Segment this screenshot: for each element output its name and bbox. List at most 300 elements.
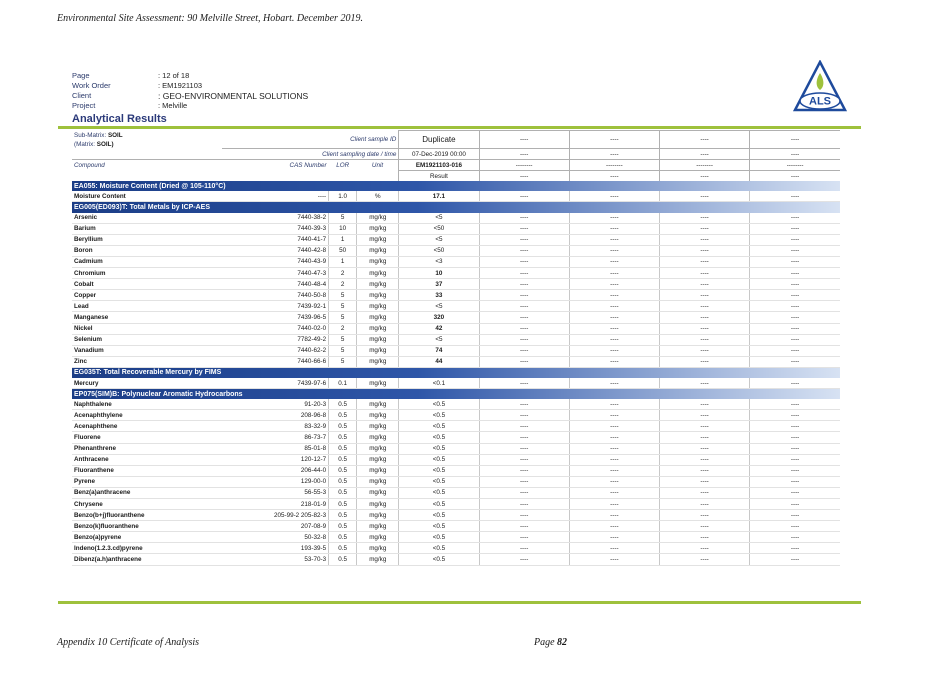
lor-cell: 0.5 — [329, 476, 357, 487]
table-row — [72, 465, 840, 476]
placeholder-cell: ---- — [659, 410, 749, 421]
placeholder-cell: ---- — [750, 510, 840, 521]
placeholder-cell: ---- — [659, 345, 749, 356]
cas-cell: 91-20-3 — [222, 399, 328, 410]
meta-project-value: : Melville — [158, 101, 188, 110]
compound-cell: Indeno(1.2.3.cd)pyrene — [72, 543, 222, 554]
compound-cell: Mercury — [72, 378, 222, 389]
table-row — [72, 443, 840, 454]
placeholder-cell: ---- — [569, 487, 659, 498]
result-cell: 74 — [399, 345, 479, 356]
client-sample-id: Duplicate — [399, 131, 479, 149]
result-cell: 44 — [399, 356, 479, 367]
compound-cell: Acenaphthene — [72, 421, 222, 432]
placeholder-cell: ---- — [479, 487, 569, 498]
unit-cell: mg/kg — [357, 399, 399, 410]
result-cell: 10 — [399, 268, 479, 279]
compound-cell: Fluoranthene — [72, 465, 222, 476]
result-cell: <50 — [399, 245, 479, 256]
lor-cell: 5 — [329, 312, 357, 323]
compound-cell: Moisture Content — [72, 191, 222, 202]
placeholder-cell: ---- — [479, 521, 569, 532]
table-row — [72, 421, 840, 432]
result-cell: <50 — [399, 223, 479, 234]
placeholder-cell: ---- — [479, 443, 569, 454]
placeholder-cell: ---- — [569, 510, 659, 521]
result-cell: <5 — [399, 234, 479, 245]
placeholder-cell: ---- — [659, 301, 749, 312]
sampling-date-label: Client sampling date / time — [222, 149, 398, 160]
meta-client-label: Client — [72, 91, 92, 100]
title-rule — [58, 126, 861, 129]
unit-cell: mg/kg — [357, 532, 399, 543]
table-row — [72, 301, 840, 312]
lor-cell: 0.5 — [329, 410, 357, 421]
placeholder-cell: ---- — [569, 290, 659, 301]
meta-project — [72, 101, 308, 111]
lab-id: EM1921103-016 — [399, 160, 479, 171]
result-cell: <0.5 — [399, 487, 479, 498]
unit-cell: mg/kg — [357, 487, 399, 498]
lor-cell: 0.5 — [329, 399, 357, 410]
result-cell: <0.5 — [399, 521, 479, 532]
meta-work-order-value: : EM1921103 — [158, 81, 203, 90]
placeholder-cell: ---- — [659, 476, 749, 487]
result-placeholder: ---- — [479, 171, 569, 182]
cas-cell: 7439-92-1 — [222, 301, 328, 312]
result-cell: <0.1 — [399, 378, 479, 389]
unit-cell: mg/kg — [357, 345, 399, 356]
sampling-date-placeholder: ---- — [659, 149, 749, 160]
placeholder-cell: ---- — [659, 256, 749, 267]
placeholder-cell: ---- — [479, 399, 569, 410]
cas-cell: 85-01-8 — [222, 443, 328, 454]
result-cell: <5 — [399, 334, 479, 345]
meta-client-value: : GEO-ENVIRONMENTAL SOLUTIONS — [158, 91, 309, 101]
compound-cell: Benzo(k)fluoranthene — [72, 521, 222, 532]
lab-id-placeholder: -------- — [569, 160, 659, 171]
table-row — [72, 521, 840, 532]
placeholder-cell: ---- — [569, 234, 659, 245]
cas-cell: 7440-47-3 — [222, 268, 328, 279]
placeholder-cell: ---- — [750, 213, 840, 224]
unit-cell: mg/kg — [357, 245, 399, 256]
compound-cell: Lead — [72, 301, 222, 312]
group-title: EG005(ED093)T: Total Metals by ICP-AES — [72, 202, 840, 213]
placeholder-cell: ---- — [750, 421, 840, 432]
placeholder-cell: ---- — [479, 312, 569, 323]
table-row — [72, 543, 840, 554]
placeholder-cell: ---- — [479, 421, 569, 432]
table-row — [72, 323, 840, 334]
group-title: EA055: Moisture Content (Dried @ 105-110°C) — [72, 181, 840, 191]
page-number — [534, 637, 567, 648]
placeholder-cell: ---- — [479, 432, 569, 443]
table-row — [72, 356, 840, 367]
placeholder-cell: ---- — [659, 223, 749, 234]
results-body — [72, 181, 840, 565]
empty-cell — [72, 171, 222, 182]
meta-client — [72, 91, 308, 101]
logo-flame-icon — [817, 73, 824, 90]
placeholder-cell: ---- — [479, 268, 569, 279]
result-cell: 42 — [399, 323, 479, 334]
unit-cell: mg/kg — [357, 323, 399, 334]
placeholder-cell: ---- — [479, 378, 569, 389]
meta-page-label: Page — [72, 71, 90, 80]
column-lor: LOR — [329, 160, 357, 171]
column-compound: Compound — [72, 160, 222, 171]
compound-cell: Nickel — [72, 323, 222, 334]
placeholder-cell: ---- — [569, 334, 659, 345]
unit-cell: mg/kg — [357, 301, 399, 312]
lor-cell: 0.5 — [329, 521, 357, 532]
matrix-value: SOIL) — [96, 140, 114, 148]
cas-cell: 129-00-0 — [222, 476, 328, 487]
placeholder-cell: ---- — [479, 301, 569, 312]
result-cell: <0.5 — [399, 432, 479, 443]
lor-cell: 50 — [329, 245, 357, 256]
result-cell: <0.5 — [399, 476, 479, 487]
placeholder-cell: ---- — [750, 245, 840, 256]
results-table — [72, 130, 840, 566]
placeholder-cell: ---- — [659, 279, 749, 290]
placeholder-cell: ---- — [750, 256, 840, 267]
placeholder-cell: ---- — [479, 543, 569, 554]
lor-cell: 5 — [329, 301, 357, 312]
placeholder-cell: ---- — [750, 454, 840, 465]
lor-cell: 0.5 — [329, 510, 357, 521]
placeholder-cell: ---- — [750, 399, 840, 410]
compound-cell: Naphthalene — [72, 399, 222, 410]
placeholder-cell: ---- — [569, 443, 659, 454]
cas-cell: 86-73-7 — [222, 432, 328, 443]
lor-cell: 0.5 — [329, 443, 357, 454]
lor-cell: 5 — [329, 356, 357, 367]
unit-cell: mg/kg — [357, 234, 399, 245]
placeholder-cell: ---- — [569, 499, 659, 510]
result-cell: <0.5 — [399, 410, 479, 421]
placeholder-cell: ---- — [479, 454, 569, 465]
placeholder-cell: ---- — [659, 521, 749, 532]
compound-cell: Boron — [72, 245, 222, 256]
result-cell: <0.5 — [399, 465, 479, 476]
placeholder-cell: ---- — [659, 499, 749, 510]
placeholder-cell: ---- — [659, 454, 749, 465]
sub-matrix-value: SOIL — [107, 131, 123, 139]
table-row — [72, 345, 840, 356]
placeholder-cell: ---- — [569, 476, 659, 487]
placeholder-cell: ---- — [750, 356, 840, 367]
table-row — [72, 487, 840, 498]
placeholder-cell: ---- — [479, 213, 569, 224]
header-row-sampling-date — [72, 149, 840, 160]
group-header — [72, 181, 840, 191]
placeholder-cell: ---- — [659, 334, 749, 345]
header-row-result — [72, 171, 840, 182]
unit-cell: mg/kg — [357, 213, 399, 224]
placeholder-cell: ---- — [569, 532, 659, 543]
compound-cell: Benz(a)anthracene — [72, 487, 222, 498]
result-cell: 17.1 — [399, 191, 479, 202]
placeholder-cell: ---- — [659, 432, 749, 443]
lor-cell: 0.5 — [329, 465, 357, 476]
placeholder-cell: ---- — [479, 510, 569, 521]
cas-cell: 7440-66-6 — [222, 356, 328, 367]
placeholder-cell: ---- — [569, 432, 659, 443]
lor-cell: 0.5 — [329, 421, 357, 432]
placeholder-cell: ---- — [569, 268, 659, 279]
section-title: Analytical Results — [72, 113, 167, 125]
unit-cell: mg/kg — [357, 543, 399, 554]
unit-cell: mg/kg — [357, 279, 399, 290]
unit-cell: mg/kg — [357, 290, 399, 301]
cas-cell: 53-70-3 — [222, 554, 328, 565]
placeholder-cell: ---- — [569, 356, 659, 367]
lor-cell: 0.5 — [329, 499, 357, 510]
compound-cell: Arsenic — [72, 213, 222, 224]
placeholder-cell: ---- — [659, 554, 749, 565]
cas-cell: 7440-38-2 — [222, 213, 328, 224]
cas-cell: 7440-62-2 — [222, 345, 328, 356]
placeholder-cell: ---- — [479, 256, 569, 267]
placeholder-cell: ---- — [750, 301, 840, 312]
placeholder-cell: ---- — [659, 312, 749, 323]
group-header — [72, 202, 840, 213]
lor-cell: 2 — [329, 268, 357, 279]
group-title: EP075(SIM)B: Polynuclear Aromatic Hydrocarbons — [72, 389, 840, 400]
compound-cell: Selenium — [72, 334, 222, 345]
unit-cell: mg/kg — [357, 256, 399, 267]
compound-cell: Dibenz(a.h)anthracene — [72, 554, 222, 565]
meta-page — [72, 71, 308, 81]
unit-cell: mg/kg — [357, 465, 399, 476]
table-row — [72, 499, 840, 510]
cas-cell: 7440-39-3 — [222, 223, 328, 234]
cas-cell: 7440-02-0 — [222, 323, 328, 334]
result-cell: 37 — [399, 279, 479, 290]
header-row-sample-id — [72, 131, 840, 149]
report-meta — [72, 71, 308, 111]
placeholder-cell: ---- — [659, 487, 749, 498]
unit-cell: mg/kg — [357, 499, 399, 510]
placeholder-cell: ---- — [659, 290, 749, 301]
group-header — [72, 367, 840, 378]
cas-cell: 56-55-3 — [222, 487, 328, 498]
placeholder-cell: ---- — [659, 268, 749, 279]
lor-cell: 0.5 — [329, 543, 357, 554]
placeholder-cell: ---- — [750, 476, 840, 487]
meta-project-label: Project — [72, 101, 96, 110]
placeholder-cell: ---- — [750, 554, 840, 565]
cas-cell: ---- — [222, 191, 328, 202]
page-number-label: Page — [534, 637, 555, 648]
group-title: EG035T: Total Recoverable Mercury by FIMS — [72, 367, 840, 378]
compound-cell: Barium — [72, 223, 222, 234]
placeholder-cell: ---- — [750, 543, 840, 554]
lor-cell: 5 — [329, 213, 357, 224]
unit-cell: mg/kg — [357, 443, 399, 454]
unit-cell: mg/kg — [357, 410, 399, 421]
placeholder-cell: ---- — [750, 532, 840, 543]
client-sample-id-placeholder: ---- — [750, 131, 840, 149]
lor-cell: 5 — [329, 345, 357, 356]
lab-id-placeholder: -------- — [479, 160, 569, 171]
meta-work-order-label: Work Order — [72, 81, 111, 90]
result-cell: <3 — [399, 256, 479, 267]
placeholder-cell: ---- — [479, 465, 569, 476]
placeholder-cell: ---- — [659, 543, 749, 554]
placeholder-cell: ---- — [569, 301, 659, 312]
placeholder-cell: ---- — [750, 290, 840, 301]
unit-cell: mg/kg — [357, 521, 399, 532]
placeholder-cell: ---- — [659, 399, 749, 410]
client-sample-id-placeholder: ---- — [479, 131, 569, 149]
placeholder-cell: ---- — [659, 191, 749, 202]
placeholder-cell: ---- — [569, 421, 659, 432]
result-cell: <5 — [399, 301, 479, 312]
cas-cell: 205-99-2 205-82-3 — [222, 510, 328, 521]
lor-cell: 0.1 — [329, 378, 357, 389]
unit-cell: mg/kg — [357, 554, 399, 565]
table-row — [72, 213, 840, 224]
result-placeholder: ---- — [750, 171, 840, 182]
placeholder-cell: ---- — [569, 399, 659, 410]
compound-cell: Cadmium — [72, 256, 222, 267]
cas-cell: 208-96-8 — [222, 410, 328, 421]
placeholder-cell: ---- — [479, 191, 569, 202]
lor-cell: 2 — [329, 279, 357, 290]
compound-cell: Chromium — [72, 268, 222, 279]
placeholder-cell: ---- — [750, 521, 840, 532]
sampling-date: 07-Dec-2019 00:00 — [399, 149, 479, 160]
sub-matrix-label: Sub-Matrix: — [74, 131, 107, 139]
cas-cell: 83-32-9 — [222, 421, 328, 432]
unit-cell: mg/kg — [357, 312, 399, 323]
placeholder-cell: ---- — [659, 465, 749, 476]
placeholder-cell: ---- — [479, 532, 569, 543]
cas-cell: 193-39-5 — [222, 543, 328, 554]
result-cell: <5 — [399, 213, 479, 224]
compound-cell: Cobalt — [72, 279, 222, 290]
lor-cell: 0.5 — [329, 454, 357, 465]
lor-cell: 0.5 — [329, 487, 357, 498]
compound-cell: Vanadium — [72, 345, 222, 356]
client-sample-id-placeholder: ---- — [569, 131, 659, 149]
result-cell: <0.5 — [399, 532, 479, 543]
cas-cell: 206-44-0 — [222, 465, 328, 476]
placeholder-cell: ---- — [750, 268, 840, 279]
unit-cell: mg/kg — [357, 454, 399, 465]
client-sample-id-placeholder: ---- — [659, 131, 749, 149]
lor-cell: 10 — [329, 223, 357, 234]
meta-page-value: : 12 of 18 — [158, 71, 190, 80]
compound-cell: Beryllium — [72, 234, 222, 245]
placeholder-cell: ---- — [479, 499, 569, 510]
meta-work-order — [72, 81, 308, 91]
table-row — [72, 432, 840, 443]
matrix-label: (Matrix: — [74, 140, 95, 148]
sampling-date-placeholder: ---- — [750, 149, 840, 160]
compound-cell: Acenaphthylene — [72, 410, 222, 421]
placeholder-cell: ---- — [569, 245, 659, 256]
compound-cell: Pyrene — [72, 476, 222, 487]
placeholder-cell: ---- — [659, 234, 749, 245]
lor-cell: 0.5 — [329, 432, 357, 443]
placeholder-cell: ---- — [750, 334, 840, 345]
cas-cell: 7439-97-6 — [222, 378, 328, 389]
table-row — [72, 554, 840, 565]
column-cas: CAS Number — [222, 160, 328, 171]
placeholder-cell: ---- — [479, 279, 569, 290]
compound-cell: Chrysene — [72, 499, 222, 510]
lor-cell: 0.5 — [329, 554, 357, 565]
placeholder-cell: ---- — [569, 410, 659, 421]
placeholder-cell: ---- — [569, 345, 659, 356]
placeholder-cell: ---- — [750, 279, 840, 290]
placeholder-cell: ---- — [750, 191, 840, 202]
sub-matrix-cell — [72, 131, 222, 149]
unit-cell: mg/kg — [357, 476, 399, 487]
lor-cell: 1 — [329, 256, 357, 267]
placeholder-cell: ---- — [750, 345, 840, 356]
unit-cell: mg/kg — [357, 432, 399, 443]
result-cell: 320 — [399, 312, 479, 323]
placeholder-cell: ---- — [569, 454, 659, 465]
placeholder-cell: ---- — [569, 191, 659, 202]
placeholder-cell: ---- — [569, 312, 659, 323]
header-row-columns — [72, 160, 840, 171]
lab-id-placeholder: -------- — [659, 160, 749, 171]
placeholder-cell: ---- — [750, 323, 840, 334]
table-row — [72, 476, 840, 487]
placeholder-cell: ---- — [750, 410, 840, 421]
compound-cell: Manganese — [72, 312, 222, 323]
cas-cell: 218-01-9 — [222, 499, 328, 510]
placeholder-cell: ---- — [479, 323, 569, 334]
placeholder-cell: ---- — [750, 465, 840, 476]
result-cell: <0.5 — [399, 499, 479, 510]
als-logo — [793, 60, 847, 112]
placeholder-cell: ---- — [569, 543, 659, 554]
placeholder-cell: ---- — [569, 256, 659, 267]
lor-cell: 0.5 — [329, 532, 357, 543]
placeholder-cell: ---- — [479, 554, 569, 565]
result-cell: <0.5 — [399, 443, 479, 454]
unit-cell: mg/kg — [357, 510, 399, 521]
result-label: Result — [399, 171, 479, 182]
result-cell: 33 — [399, 290, 479, 301]
column-unit: Unit — [357, 160, 399, 171]
table-row — [72, 191, 840, 202]
compound-cell: Fluorene — [72, 432, 222, 443]
lor-cell: 5 — [329, 334, 357, 345]
bottom-rule — [58, 601, 861, 604]
unit-cell: mg/kg — [357, 421, 399, 432]
placeholder-cell: ---- — [479, 334, 569, 345]
placeholder-cell: ---- — [659, 510, 749, 521]
table-row — [72, 234, 840, 245]
results-header — [72, 131, 840, 182]
cas-cell: 7440-42-8 — [222, 245, 328, 256]
unit-cell: mg/kg — [357, 334, 399, 345]
placeholder-cell: ---- — [479, 223, 569, 234]
compound-cell: Benzo(a)pyrene — [72, 532, 222, 543]
lor-cell: 1 — [329, 234, 357, 245]
compound-cell: Phenanthrene — [72, 443, 222, 454]
page-number-value: 82 — [557, 637, 568, 648]
cas-cell: 120-12-7 — [222, 454, 328, 465]
